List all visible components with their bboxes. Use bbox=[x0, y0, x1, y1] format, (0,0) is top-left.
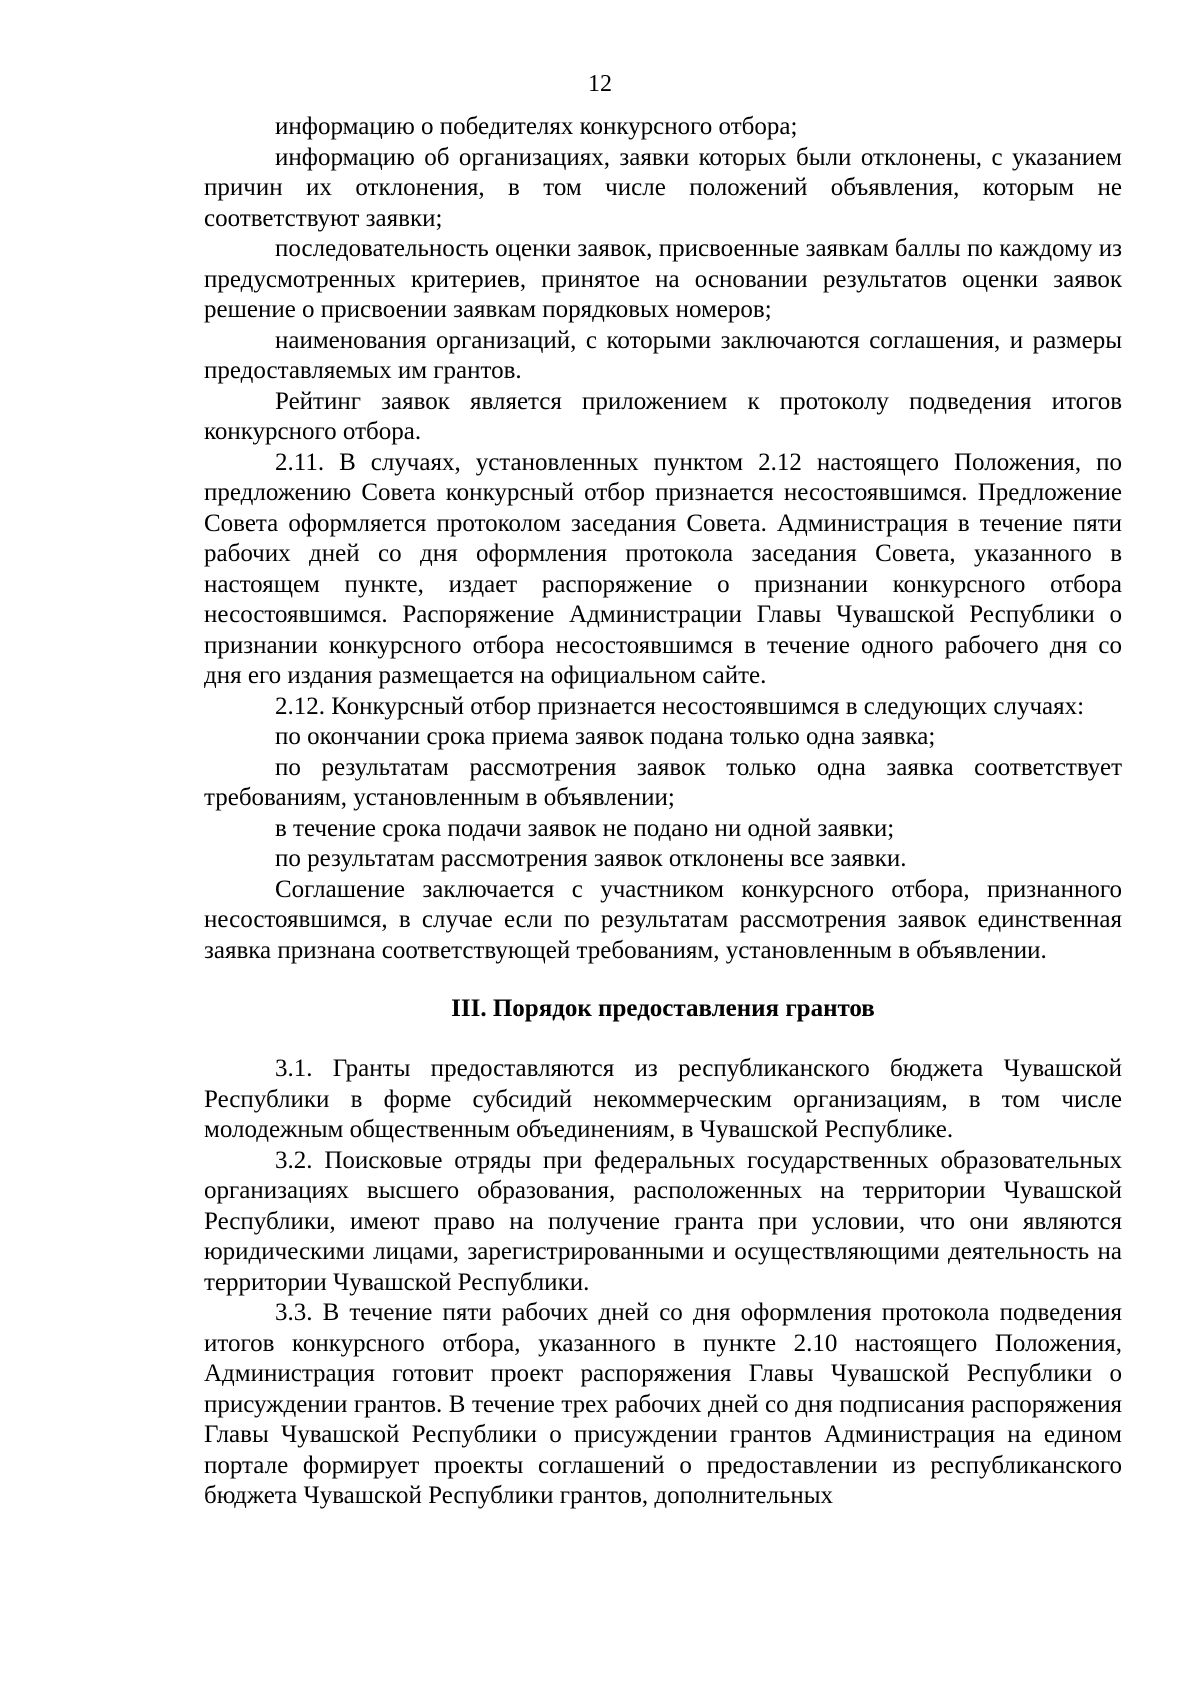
paragraph-2-11: 2.11. В случаях, установленных пунктом 2.12 настоящего Положения, по предложению Совета конкурсный отбор признается несостоявшимся. Предложение Совета оформляется протоколом заседания Совета. Администрация в течение пяти рабочих дней со дня оформления протокола заседания Совета, указанного в настоящем пункте, издает распоряжение о признании конкурсного отбора несостоявшимся. Распоряжение Администрации Главы Чувашской Республики о признании конкурсного отбора несостоявшимся в течение одного рабочего дня со дня его издания размещается на официальном сайте. bbox=[204, 448, 1122, 689]
paragraph-2-12: 2.12. Конкурсный отбор признается несостоявшимся в следующих случаях: bbox=[275, 692, 1085, 720]
paragraph: в течение срока подачи заявок не подано ни одной заявки; bbox=[275, 814, 895, 842]
paragraph-3-1: 3.1. Гранты предоставляются из республиканского бюджета Чувашской Республики в форме субсидий некоммерческим организациям, в том числе молодежным общественным объединениям, в Чувашской Республике. bbox=[204, 1055, 1122, 1143]
section-title: III. Порядок предоставления грантов bbox=[451, 995, 875, 1022]
paragraph-3-2: 3.2. Поисковые отряды при федеральных государственных образовательных организациях высшего образования, расположенных на территории Чувашской Республики, имеют право на получение гранта при условии, что они являются юридическими лицами, зарегистрированными и осуществляющими деятельность на территории Чувашской Республики. bbox=[204, 1146, 1122, 1296]
paragraph: Соглашение заключается с участником конкурсного отбора, признанного несостоявшимся, в случае если по результатам рассмотрения заявок единственная заявка признана соответствующей требованиям, установленным в объявлении. bbox=[204, 875, 1122, 964]
document-body bbox=[204, 112, 1122, 1512]
paragraph: наименования организаций, с которыми заключаются соглашения, и размеры предоставляемых им грантов. bbox=[204, 326, 1122, 384]
paragraph: по результатам рассмотрения заявок только одна заявка соответствует требованиям, установленным в объявлении; bbox=[204, 753, 1122, 811]
page-number: 12 bbox=[588, 71, 612, 97]
paragraph: по окончании срока приема заявок подана только одна заявка; bbox=[275, 723, 936, 750]
paragraph-3-3: 3.3. В течение пяти рабочих дней со дня оформления протокола подведения итогов конкурсного отбора, указанного в пункте 2.10 настоящего Положения, Администрация готовит проект распоряжения Главы Чувашской Республики о присуждении грантов. В течение трех рабочих дней со дня подписания распоряжения Главы Чувашской Республики о присуждении грантов Администрация на едином портале формирует проекты соглашений о предоставлении из республиканского бюджета Чувашской Республики грантов, дополнительных bbox=[204, 1299, 1122, 1509]
paragraph: информацию о победителях конкурсного отбора; bbox=[275, 113, 798, 140]
paragraph: Рейтинг заявок является приложением к протоколу подведения итогов конкурсного отбора. bbox=[204, 387, 1122, 445]
paragraph: по результатам рассмотрения заявок отклонены все заявки. bbox=[275, 845, 907, 872]
paragraph: последовательность оценки заявок, присвоенные заявкам баллы по каждому из предусмотренных критериев, принятое на основании результатов оценки заявок решение о присвоении заявкам порядковых номеров; bbox=[204, 235, 1122, 323]
paragraph: информацию об организациях, заявки которых были отклонены, с указанием причин их отклонения, в том числе положений объявления, которым не соответствуют заявки; bbox=[204, 143, 1122, 232]
